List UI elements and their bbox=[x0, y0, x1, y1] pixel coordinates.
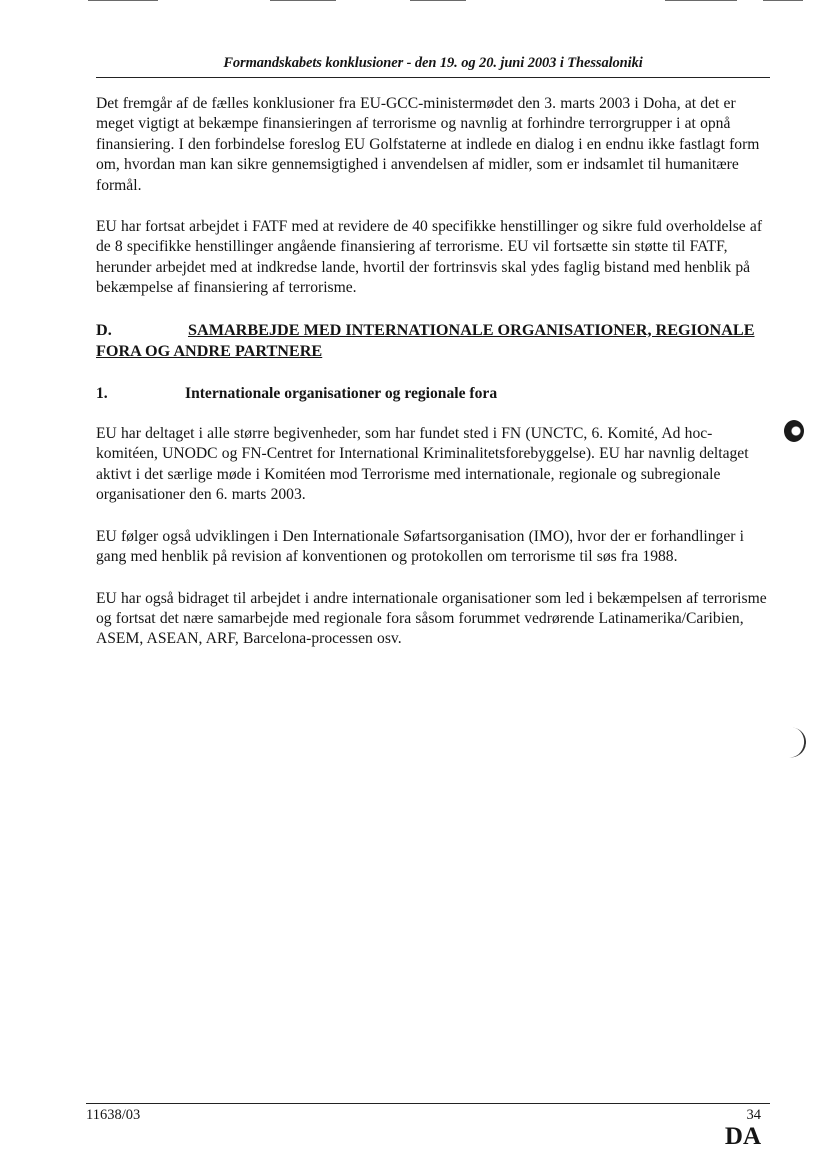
body-paragraph: EU har deltaget i alle større begivenheder, som har fundet sted i FN (UNCTC, 6. Komité, Ad hoc-komitéen, UNODC og FN-Centret for International Kriminalitetsforebyggelse). EU har navnlig deltaget aktivt i det særlige møde i Komitéen mod Terrorisme med internationale, regionale og subregionale organisationer den 6. marts 2003. bbox=[96, 425, 749, 504]
section-number: D. bbox=[96, 320, 112, 339]
language-code: DA bbox=[724, 1123, 761, 1150]
document-body bbox=[96, 94, 770, 671]
scan-curve-mark bbox=[784, 727, 808, 759]
subsection-title: Internationale organisationer og regionale fora bbox=[185, 384, 498, 402]
scan-artifact-line bbox=[665, 0, 737, 1]
scan-artifact-line bbox=[88, 0, 158, 1]
section-heading bbox=[96, 320, 770, 362]
scan-artifact-line bbox=[270, 0, 336, 1]
punch-hole-mark bbox=[784, 420, 804, 442]
page-number: 34 bbox=[746, 1107, 761, 1123]
body-paragraph: EU følger også udviklingen i Den Internationale Søfartsorganisation (IMO), hvor der er forhandlinger i gang med henblik på revision af konventionen og protokollen om terrorisme til søs fra 1988. bbox=[96, 527, 744, 566]
body-paragraph: EU har fortsat arbejdet i FATF med at revidere de 40 specifikke henstillinger og sikre fuld overholdelse af de 8 specifikke henstillinger angående finansiering af terrorisme. EU vil fortsætte sin støtte til FATF, herunder arbejdet med at indkredse lande, hvortil der fortrinsvis skal ydes faglig bistand med henblik på bekæmpelse af finansiering af terrorisme. bbox=[96, 218, 763, 297]
body-paragraph: Det fremgår af de fælles konklusioner fra EU-GCC-ministermødet den 3. marts 2003 i Doha, at det er meget vigtigt at bekæmpe finansieringen af terrorisme og navnlig at forhindre terrorgrupper i at opnå finansiering. I den forbindelse foreslog EU Golfstaterne at indlede en dialog i en endnu ikke fastlagt form om, hvordan man kan sikre gennemsigtighed i anvendelsen af midler, som er indsamlet til humanitære formål. bbox=[96, 95, 760, 194]
header-divider bbox=[96, 77, 770, 78]
subsection-heading bbox=[96, 384, 770, 404]
scan-artifact-line bbox=[410, 0, 466, 1]
page-header-title: Formandskabets konklusioner - den 19. og 20. juni 2003 i Thessaloniki bbox=[223, 55, 643, 71]
footer-divider bbox=[86, 1103, 770, 1104]
body-paragraph: EU har også bidraget til arbejdet i andre internationale organisationer som led i bekæmpelsen af terrorisme og fortsat det nære samarbejde med regionale fora såsom forummet vedrørende Latinamerika/Caribien, ASEM, ASEAN, ARF, Barcelona-processen osv. bbox=[96, 589, 767, 648]
document-number: 11638/03 bbox=[86, 1107, 141, 1123]
section-title: SAMARBEJDE MED INTERNATIONALE ORGANISATIONER, REGIONALE FORA OG ANDRE PARTNERE bbox=[96, 320, 755, 360]
scan-artifact-line bbox=[763, 0, 803, 1]
subsection-number: 1. bbox=[96, 384, 108, 402]
